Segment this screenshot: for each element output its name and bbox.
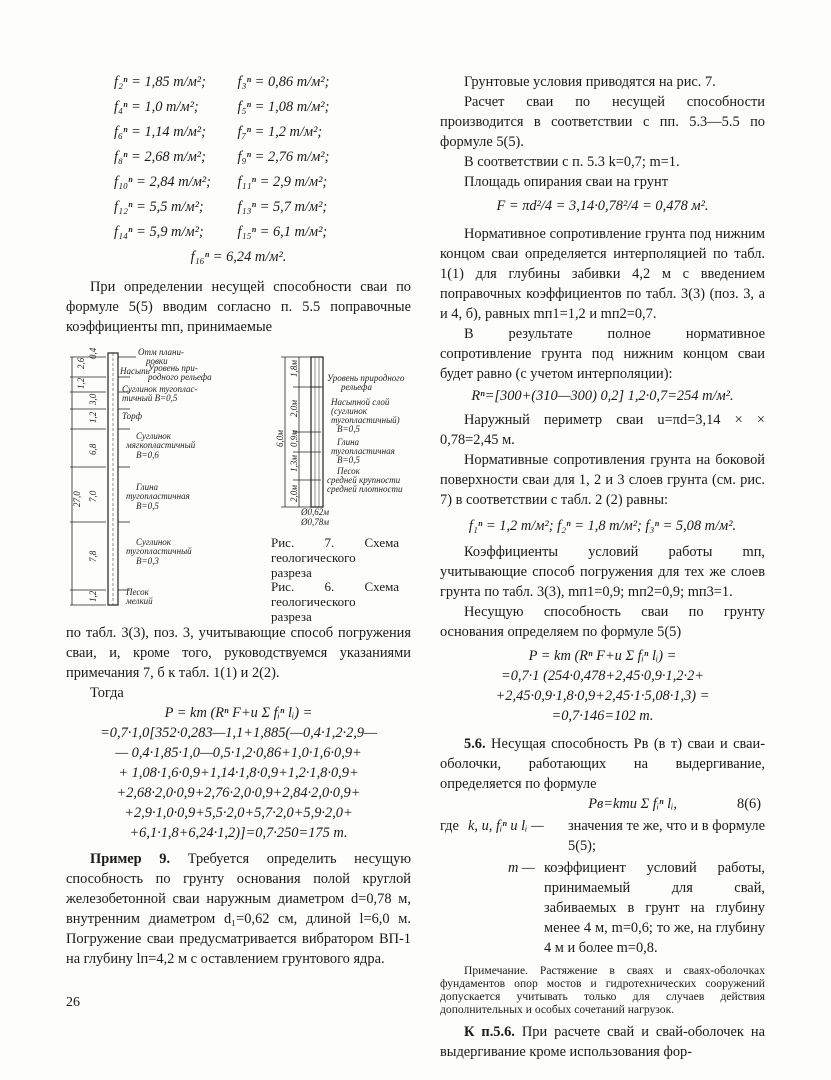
- layer-label: тугопластичная: [331, 446, 395, 456]
- formula-line: =0,7·146=102 т.: [551, 708, 654, 724]
- dim-label: Ø0,62м: [301, 507, 329, 517]
- where-2-key: m —: [508, 860, 535, 876]
- layer-label: Суглинок: [136, 537, 171, 547]
- dim-label: 1,2: [88, 590, 98, 602]
- f-value: f₁₅ⁿ = 6,1 т/м²;: [237, 224, 328, 240]
- section-5-6-title: 5.6.: [464, 736, 486, 752]
- formula-line: P = km (Rⁿ F+u Σ fᵢⁿ lᵢ) =: [528, 648, 677, 664]
- f-value-row: [66, 172, 411, 192]
- layer-label: средней крупности: [327, 475, 401, 485]
- dim-label: 6,0м: [275, 430, 285, 447]
- example-title: Пример 9.: [90, 851, 171, 867]
- figures-area: [66, 347, 411, 624]
- f-value: f₁₄ⁿ = 5,9 т/м²;: [114, 224, 204, 240]
- layer-label: тугопластичный: [126, 546, 192, 556]
- paragraph-r3: В соответствии с п. 5.3 k=0,7; m=1.: [464, 154, 680, 170]
- k-5-6-text: При расчете свай и свай-оболочек на выдергивание кроме использования фор-: [440, 1024, 765, 1060]
- layer-label: Отм плани-: [138, 347, 184, 357]
- where-1-key: k, u, fᵢⁿ и lᵢ —: [468, 818, 544, 834]
- dim-label: 2,0м: [289, 400, 299, 417]
- dim-label: 0,4: [88, 347, 98, 359]
- dim-label: 1,2: [88, 411, 98, 423]
- where-item-1: [440, 816, 765, 856]
- layer-label: Песок: [126, 587, 149, 597]
- layer-label: Насыпь: [120, 366, 150, 376]
- where-item-2: [440, 858, 765, 958]
- f-value: f₅ⁿ = 1,08 т/м²;: [237, 99, 330, 115]
- layer-label: тичный В=0,5: [122, 393, 178, 403]
- f-value: f₄ⁿ = 1,0 т/м²;: [114, 99, 199, 115]
- right-column: [440, 72, 765, 1062]
- layer-label: Глина: [337, 437, 360, 447]
- f-value: f₆ⁿ = 1,14 т/м²;: [114, 124, 206, 140]
- dim-label: Ø0,78м: [301, 517, 329, 527]
- dim-label: 0,9м: [289, 430, 299, 447]
- left-column: [66, 72, 411, 969]
- paragraph-r2: Расчет сваи по несущей способности производится в соответствии с пп. 5.3—5.5 по формуле 5(5).: [440, 94, 765, 150]
- paragraph-r4: Площадь опирания сваи на грунт: [464, 174, 668, 190]
- dim-label: 27,0: [72, 491, 82, 507]
- figure-6-caption: Рис. 6. Схема геологического разреза: [271, 579, 399, 624]
- layer-label: Уровень при-: [148, 363, 198, 373]
- paragraph-r9: Коэффициенты условий работы mп, учитывающие способ погружения для тех же слоев грунта по табл. 3(3), mп1=0,9; mп2=0,9; mп3=1.: [440, 544, 765, 600]
- layer-label: рельефа: [341, 382, 372, 392]
- where-2-value: коэффициент условий работы, принимаемый для свай, забиваемых в грунт на глубину менее 4 м, m=0,6; то же, на глубину 4 м и более m=0,8.: [544, 860, 765, 956]
- right-formula-block: [440, 646, 765, 726]
- dim-label: 1,8м: [289, 360, 299, 377]
- left-formula-block: [66, 703, 411, 843]
- layer-label: средней плотности: [327, 484, 403, 494]
- f-value: f₉ⁿ = 2,76 т/м²;: [237, 149, 330, 165]
- f-values-list: [66, 72, 411, 242]
- layer-label: мелкий: [126, 596, 153, 606]
- layer-label: ровки: [146, 356, 168, 366]
- layer-label: тугопластичный): [331, 415, 400, 425]
- layer-label: Насыпной слой: [331, 397, 390, 407]
- layer-label: В=0,5: [337, 424, 360, 434]
- f-value: f₁₁ⁿ = 2,9 т/м²;: [237, 174, 328, 190]
- f-value: f₃ⁿ = 0,86 т/м²;: [237, 74, 330, 90]
- togda-label: Тогда: [90, 685, 124, 701]
- f16-value: f₁₆ⁿ = 6,24 т/м².: [190, 249, 287, 265]
- layer-label: тугопластичная: [126, 491, 190, 501]
- f-value-row: [66, 122, 411, 142]
- formula-line: +2,45·0,9·1,8·0,9+2,45·1·5,08·1,3) =: [495, 688, 710, 704]
- layer-label: В=0,3: [136, 556, 159, 566]
- formula-layers: f₁ⁿ = 1,2 т/м²; f₂ⁿ = 1,8 т/м²; f₃ⁿ = 5,08 т/м².: [468, 518, 737, 534]
- k-5-6: [440, 1022, 765, 1062]
- dim-label: 7,0: [88, 490, 98, 502]
- formula-R: Rⁿ=[300+(310—300) 0,2] 1,2·0,7=254 т/м².: [471, 388, 734, 404]
- dim-label: 3,0: [88, 393, 98, 405]
- paragraph-r8: Нормативные сопротивления грунта на боковой поверхности сваи для 1, 2 и 3 слоев грунта (см. рис. 7) в соответствии с табл. 2 (2) равны:: [440, 452, 765, 508]
- f-value: f₇ⁿ = 1,2 т/м²;: [237, 124, 323, 140]
- layer-label: родного рельефа: [148, 372, 212, 382]
- formula-line: +6,1·1,8+6,24·1,2)]=0,7·250=175 т.: [129, 825, 348, 841]
- where-1-value: значения те же, что и в формуле 5(5);: [568, 818, 765, 854]
- layer-label: В=0,6: [136, 450, 159, 460]
- figure-6-diagram: [66, 347, 256, 615]
- formula-line: + 1,08·1,6·0,9+1,14·1,8·0,9+1,2·1,8·0,9+: [118, 765, 359, 781]
- f-value: f₁₃ⁿ = 5,7 т/м²;: [237, 199, 328, 215]
- note: Примечание. Растяжение в сваях и сваях-оболочках фундаментов опор мостов и гидротехнических сооружений допускается учитывать только для случаев действия дополнительных и особых сочетаний нагрузок.: [440, 964, 765, 1016]
- layer-label: (суглинок: [331, 406, 367, 416]
- paragraph-r6: В результате полное нормативное сопротивление грунта под нижним концом сваи будет равно (с учетом интерполяции):: [440, 326, 765, 382]
- f-value-row: [66, 222, 411, 242]
- page-number: 26: [66, 995, 80, 1010]
- where-word: где: [440, 818, 459, 834]
- f-value-row: [66, 147, 411, 167]
- example-9: [66, 849, 411, 969]
- f-value-row: [66, 72, 411, 92]
- f-value: f₂ⁿ = 1,85 т/м²;: [114, 74, 206, 90]
- paragraph-r10: Несущую способность сваи по грунту основания определяем по формуле 5(5): [440, 604, 765, 640]
- figure-7-caption: Рис. 7. Схема геологического разреза: [271, 535, 399, 580]
- dim-label: 2,0м: [289, 485, 299, 502]
- dim-label: 6,8: [88, 443, 98, 455]
- paragraph-r1: Грунтовые условия приводятся на рис. 7.: [464, 74, 716, 90]
- formula-area: F = πd²/4 = 3,14·0,78²/4 = 0,478 м².: [496, 198, 709, 214]
- f-value-row: [66, 197, 411, 217]
- layer-label: Уровень природного: [327, 373, 405, 383]
- f-value-row: [66, 97, 411, 117]
- dim-label: 1,2: [76, 377, 86, 389]
- formula-Pv-number: 8(6): [737, 796, 761, 812]
- formula-Pv-row: [440, 794, 765, 814]
- formula-line: +2,9·1,0·0,9+5,5·2,0+5,7·2,0+5,9·2,0+: [124, 805, 353, 821]
- layer-label: Торф: [122, 411, 143, 421]
- layer-label: Суглинок тугоплас-: [122, 384, 198, 394]
- dim-label: 2,6: [76, 357, 86, 369]
- layer-label: Суглинок: [136, 431, 171, 441]
- paragraph-coefficients: При определении несущей способности сваи по формуле 5(5) вводим согласно п. 5.5 поправочные коэффициенты mп, принимаемые: [66, 279, 411, 335]
- layer-label: В=0,5: [136, 501, 159, 511]
- formula-line: =0,7·1 (254·0,478+2,45·0,9·1,2·2+: [500, 668, 704, 684]
- dim-label: 1,3м: [289, 455, 299, 472]
- paragraph-r7: Наружный периметр сваи u=πd=3,14 × × 0,78=2,45 м.: [440, 412, 765, 448]
- paragraph-r5: Нормативное сопротивление грунта под нижним концом сваи определяется интерполяцией по табл. 1(1) для глубины забивки 4,2 м с введением поправочных коэффициентов по табл. 3(3) (поз. 3, а и 4, б), равных mп1=1,2 и mп2=0,7.: [440, 226, 765, 322]
- formula-line: P = km (Rⁿ F+u Σ fᵢⁿ lᵢ) =: [164, 705, 313, 721]
- layer-label: Глина: [136, 482, 159, 492]
- layer-label: В=0,5: [337, 455, 360, 465]
- formula-line: — 0,4·1,85·1,0—0,5·1,2·0,86+1,0·1,6·0,9+: [115, 745, 362, 761]
- layer-label: мягкопластичный: [126, 440, 196, 450]
- section-5-6: [440, 734, 765, 794]
- f-value: f₈ⁿ = 2,68 т/м²;: [114, 149, 206, 165]
- f-value: f₁₂ⁿ = 5,5 т/м²;: [114, 199, 204, 215]
- f-value: f₁₀ⁿ = 2,84 т/м²;: [114, 174, 211, 190]
- formula-line: +2,68·2,0·0,9+2,76·2,0·0,9+2,84·2,0·0,9+: [116, 785, 361, 801]
- figure-7-diagram: [271, 347, 411, 527]
- section-5-6-text: Несущая способность Pв (в т) сваи и сваи-оболочки, работающих на выдергивание, определяется по формуле: [440, 736, 765, 792]
- example-text: Требуется определить несущую способность по грунту основания полой круглой железобетонной сваи наружным диаметром d=0,78 м, внутренним диаметром d₁=0,62 см, длиной l=6,0 м. Погружение сваи предусматривается вибратором ВП-1 на глубину lп=4,2 м с оставлением грунтового ядра.: [66, 851, 411, 967]
- dim-label: 7,8: [88, 550, 98, 562]
- k-5-6-title: К п.5.6.: [464, 1024, 515, 1040]
- formula-Pv: Pв=kmu Σ fᵢⁿ lᵢ,: [588, 796, 678, 812]
- layer-label: Песок: [337, 466, 360, 476]
- paragraph-table3: по табл. 3(3), поз. 3, учитывающие способ погружения сваи, и, кроме того, руководствуемся указаниями примечания 7, б к табл. 1(1) и 2(2).: [66, 625, 411, 681]
- formula-line: =0,7·1,0[352·0,283—1,1+1,885(—0,4·1,2·2,9—: [100, 725, 377, 741]
